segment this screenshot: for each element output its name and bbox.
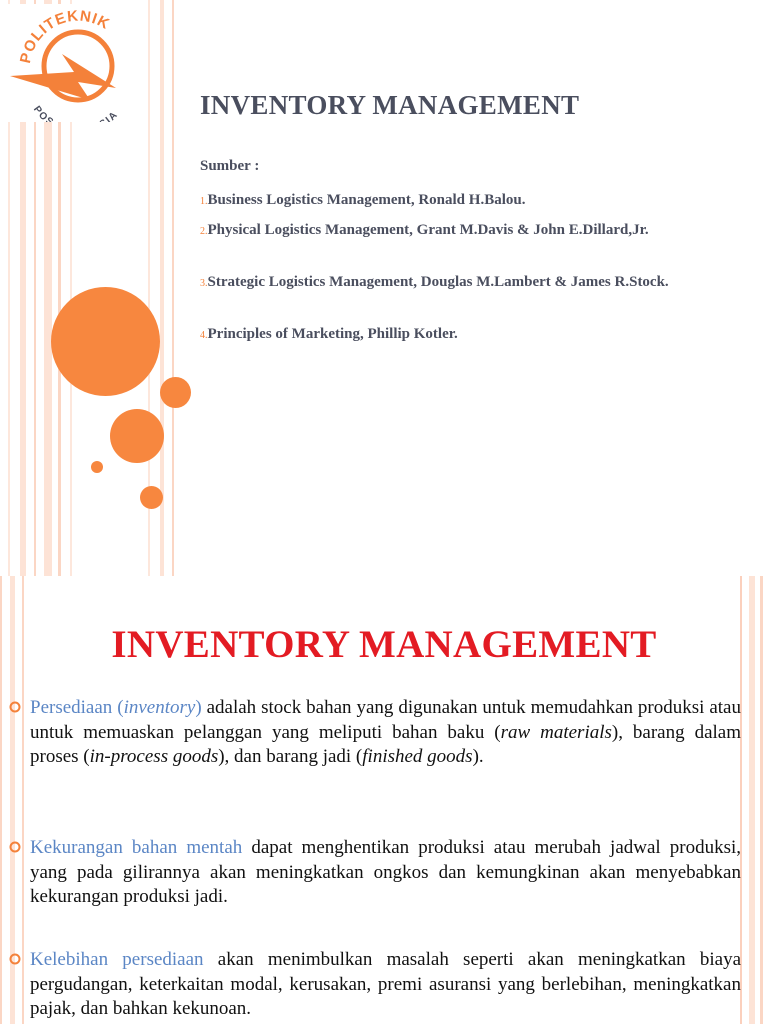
circle-bullet-icon [8, 840, 22, 854]
slide-2-title: INVENTORY MANAGEMENT [111, 623, 657, 666]
sumber-label: Sumber : [200, 158, 260, 174]
decorative-circle-small [91, 461, 103, 473]
decorative-circle-large [51, 287, 160, 396]
logo-icon [4, 4, 144, 122]
circle-bullet-icon [8, 952, 22, 966]
stripe-decoration [172, 0, 174, 576]
paragraph-kekurangan: Kekurangan bahan mentah dapat menghentikan produksi atau merubah jadwal produksi, yang pada gilirannya akan meningkatkan ongkos dan kemungkinan akan menyebabkan kekurangan produksi jadi. [30, 837, 741, 907]
slide-1-title: INVENTORY MANAGEMENT [200, 90, 580, 120]
reference-item: 2.Physical Logistics Management, Grant M.Davis & John E.Dillard,Jr. [200, 222, 649, 238]
politeknik-logo [4, 4, 144, 122]
reference-item: 4.Principles of Marketing, Phillip Kotler. [200, 326, 458, 342]
slide-2 [0, 576, 768, 1024]
reference-item: 3.Strategic Logistics Management, Douglas M.Lambert & James R.Stock. [200, 274, 669, 290]
svg-text:POS INDONESIA: PO IA [30, 104, 121, 122]
paragraph-persediaan: Persediaan (inventory) adalah stock bahan yang digunakan untuk memudahkan produksi atau untuk memuaskan pelanggan yang meliputi bahan baku (raw materials), barang dalam proses (in-process goods), dan barang jadi (finished goods). [30, 697, 741, 767]
decorative-circle [140, 486, 163, 509]
svg-text:POLITEKNIK: POLITEKNIK [16, 7, 113, 65]
decorative-circle [160, 377, 191, 408]
decorative-circle [110, 409, 164, 463]
circle-bullet-icon [8, 700, 22, 714]
reference-item: 1.Business Logistics Management, Ronald H.Balou. [200, 192, 526, 208]
paragraph-kelebihan: Kelebihan persediaan akan menimbulkan masalah seperti akan meningkatkan biaya pergudangan, keterkaitan modal, kerusakan, premi asuransi yang berlebihan, meningkatkan pajak, dan bahkan kekunoan. [30, 949, 742, 1019]
